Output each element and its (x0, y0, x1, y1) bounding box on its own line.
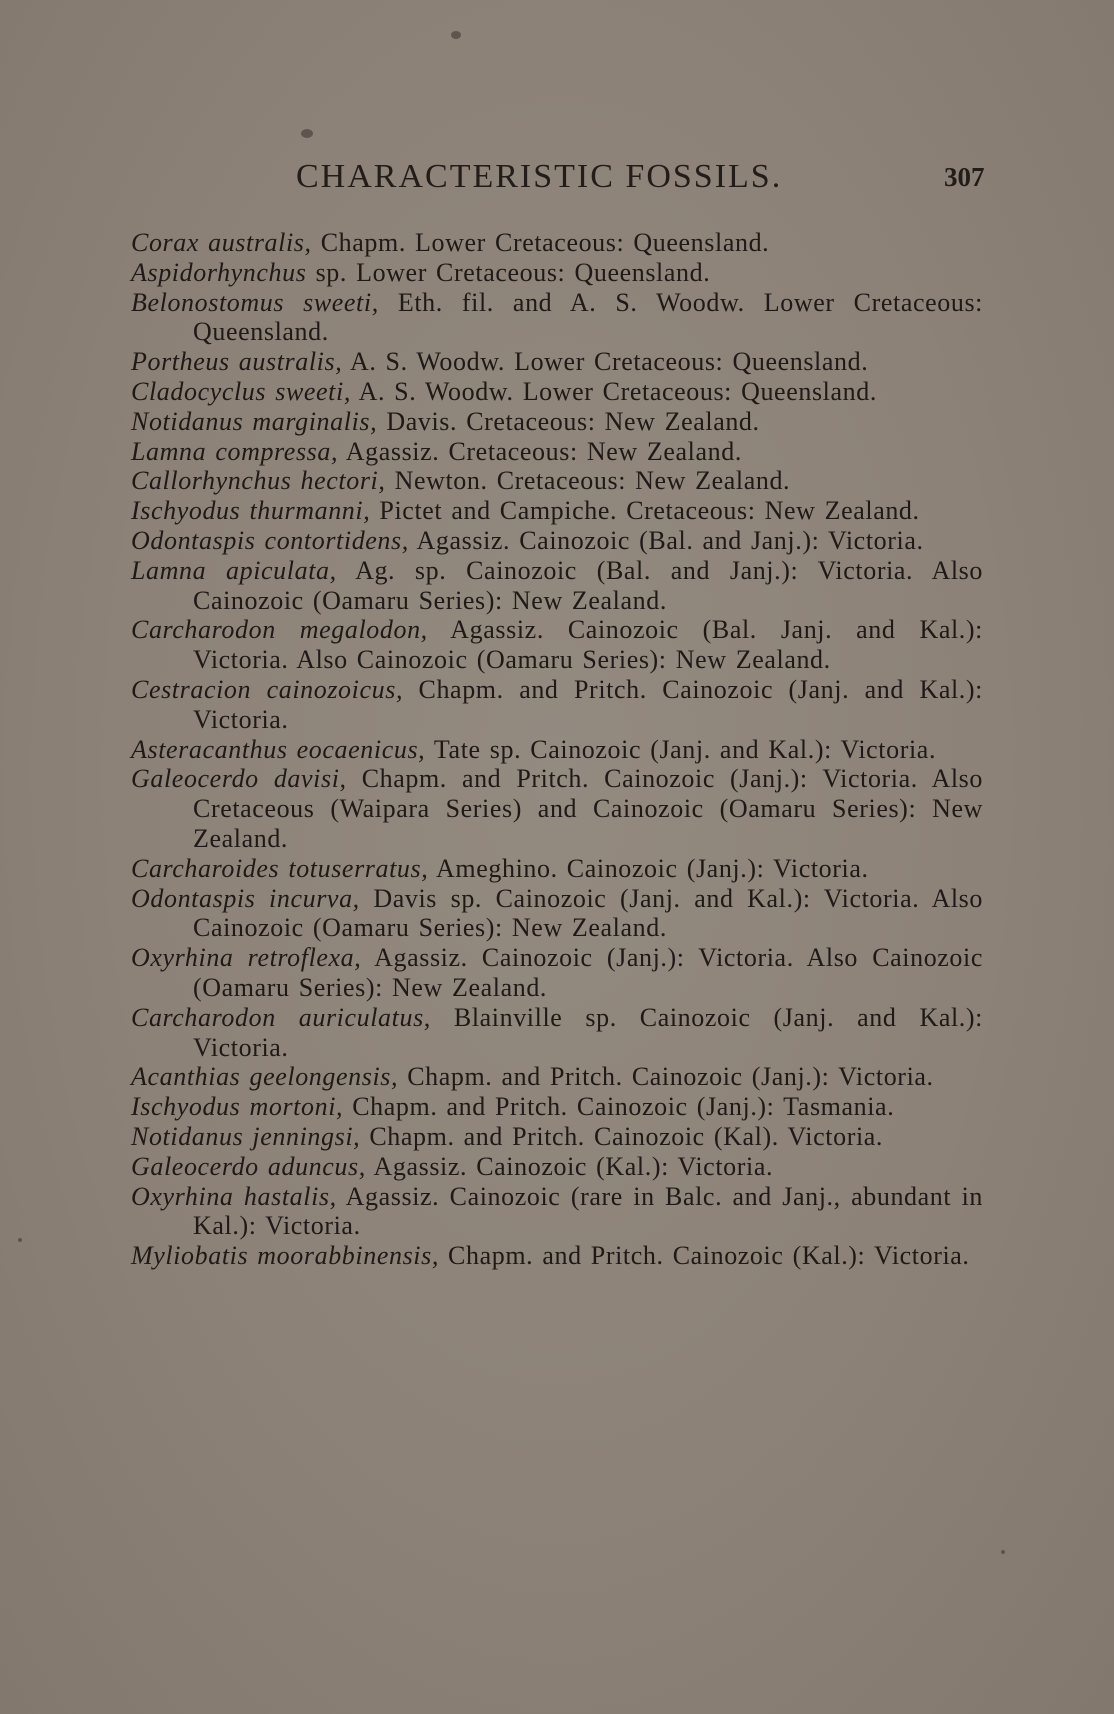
entry-details: Ag. sp. Cainozoic (Bal. and Janj.): Victoria. Also Cainozoic (Oamaru Series): New Zealand. (193, 555, 983, 615)
taxon-name: Cladocyclus sweeti, (131, 376, 351, 406)
entry-details: Agassiz. Cainozoic (Bal. Janj. and Kal.): Victoria. Also Cainozoic (Oamaru Series): New Zealand. (193, 615, 983, 675)
taxon-name: Galeocerdo davisi, (131, 764, 347, 794)
entry-details: Ameghino. Cainozoic (Janj.): Victoria. (428, 853, 869, 883)
taxon-name: Carcharodon megalodon, (131, 615, 428, 645)
fossil-entry (131, 675, 983, 735)
taxon-name: Belonostomus sweeti, (131, 287, 379, 317)
entry-details: Chapm. and Pritch. Cainozoic (Janj.): Tasmania. (343, 1092, 895, 1122)
taxon-name: Notidanus marginalis, (131, 406, 378, 436)
entry-details: sp. Lower Cretaceous: Queensland. (306, 257, 711, 287)
entry-details: Chapm. and Pritch. Cainozoic (Janj. and Kal.): Victoria. (193, 674, 983, 734)
fossil-entry (131, 1182, 983, 1242)
ink-speck (451, 31, 461, 39)
entry-details: Agassiz. Cainozoic (Kal.): Victoria. (365, 1151, 774, 1181)
taxon-name: Odontaspis contortidens, (131, 525, 409, 555)
entry-details: Agassiz. Cretaceous: New Zealand. (338, 436, 742, 466)
entry-details: Chapm. Lower Cretaceous: Queensland. (311, 228, 770, 257)
taxon-name: Asteracanthus eocaenicus, (131, 734, 426, 764)
fossil-entry (131, 943, 983, 1003)
taxon-name: Aspidorhynchus (131, 257, 307, 287)
taxon-name: Corax australis, (131, 228, 312, 257)
fossil-entry (131, 1092, 983, 1122)
entry-details: A. S. Woodw. Lower Cretaceous: Queensland. (350, 376, 877, 406)
entry-details: A. S. Woodw. Lower Cretaceous: Queensland. (342, 347, 869, 377)
entry-details: Agassiz. Cainozoic (Bal. and Janj.): Victoria. (408, 525, 924, 555)
taxon-name: Cestracion cainozoicus, (131, 674, 404, 704)
page-title: CHARACTERISTIC FOSSILS. (296, 158, 783, 195)
taxon-name: Lamna apiculata, (131, 555, 337, 585)
fossil-entry (131, 1241, 983, 1271)
fossil-entry (131, 764, 983, 853)
taxon-name: Ischyodus mortoni, (131, 1092, 344, 1122)
taxon-name: Lamna compressa, (131, 436, 339, 466)
entry-details: Davis sp. Cainozoic (Janj. and Kal.): Victoria. Also Cainozoic (Oamaru Series): New Zealand. (193, 883, 983, 943)
fossil-entry (131, 496, 983, 526)
running-head (0, 158, 1114, 198)
fossil-entry (131, 466, 983, 496)
taxon-name: Acanthias geelongensis, (131, 1062, 399, 1092)
fossil-entry (131, 288, 983, 348)
fossil-entry (131, 258, 983, 288)
fossil-entry (131, 347, 983, 377)
taxon-name: Carcharoides totuserratus, (131, 853, 429, 883)
ink-speck (1001, 1550, 1005, 1554)
taxon-name: Callorhynchus hectori, (131, 466, 386, 496)
fossil-entry (131, 377, 983, 407)
taxon-name: Carcharodon auriculatus, (131, 1002, 431, 1032)
entry-details: Agassiz. Cainozoic (Janj.): Victoria. Also Cainozoic (Oamaru Series): New Zealand. (193, 943, 983, 1002)
entry-details: Chapm. and Pritch. Cainozoic (Kal.): Victoria. (438, 1241, 970, 1271)
ink-speck (18, 1238, 22, 1242)
taxon-name: Odontaspis incurva, (131, 883, 360, 913)
taxon-name: Portheus australis, (131, 347, 343, 377)
fossil-entry (131, 615, 983, 675)
entry-details: Pictet and Campiche. Cretaceous: New Zealand. (370, 496, 920, 526)
entry-details: Agassiz. Cainozoic (rare in Balc. and Janj., abundant in Kal.): Victoria. (193, 1181, 984, 1241)
fossil-entry (131, 437, 983, 467)
entry-details: Tate sp. Cainozoic (Janj. and Kal.): Victoria. (425, 734, 937, 764)
fossil-entry (131, 556, 983, 616)
fossil-entry (131, 1003, 983, 1063)
taxon-name: Galeocerdo aduncus, (131, 1151, 366, 1181)
entry-details: Davis. Cretaceous: New Zealand. (377, 406, 760, 436)
taxon-name: Notidanus jenningsi, (131, 1121, 361, 1151)
entry-details: Blainville sp. Cainozoic (Janj. and Kal.): Victoria. (193, 1002, 983, 1062)
entry-details: Chapm. and Pritch. Cainozoic (Janj.): Victoria. (398, 1062, 934, 1092)
fossil-entry (131, 884, 983, 944)
page-number: 307 (944, 162, 985, 192)
entry-details: Eth. fil. and A. S. Woodw. Lower Cretaceous: Queensland. (193, 287, 983, 347)
fossil-entry (131, 854, 983, 884)
fossil-entry (131, 526, 983, 556)
entry-details: Chapm. and Pritch. Cainozoic (Janj.): Victoria. Also Cretaceous (Waipara Series) and Cainozoic (Oamaru Series): New Zealand. (193, 764, 983, 853)
fossil-list (131, 228, 983, 1271)
fossil-entry (131, 735, 983, 765)
taxon-name: Oxyrhina retroflexa, (131, 943, 362, 973)
taxon-name: Ischyodus thurmanni, (131, 496, 371, 526)
entry-details: Newton. Cretaceous: New Zealand. (385, 466, 791, 496)
fossil-entry (131, 407, 983, 437)
fossil-entry (131, 228, 983, 258)
ink-speck (301, 129, 313, 138)
taxon-name: Myliobatis moorabbinensis, (131, 1241, 439, 1271)
taxon-name: Oxyrhina hastalis, (131, 1181, 337, 1211)
fossil-entry (131, 1152, 983, 1182)
entry-details: Chapm. and Pritch. Cainozoic (Kal). Victoria. (360, 1121, 884, 1151)
fossil-entry (131, 1122, 983, 1152)
fossil-entry (131, 1062, 983, 1092)
